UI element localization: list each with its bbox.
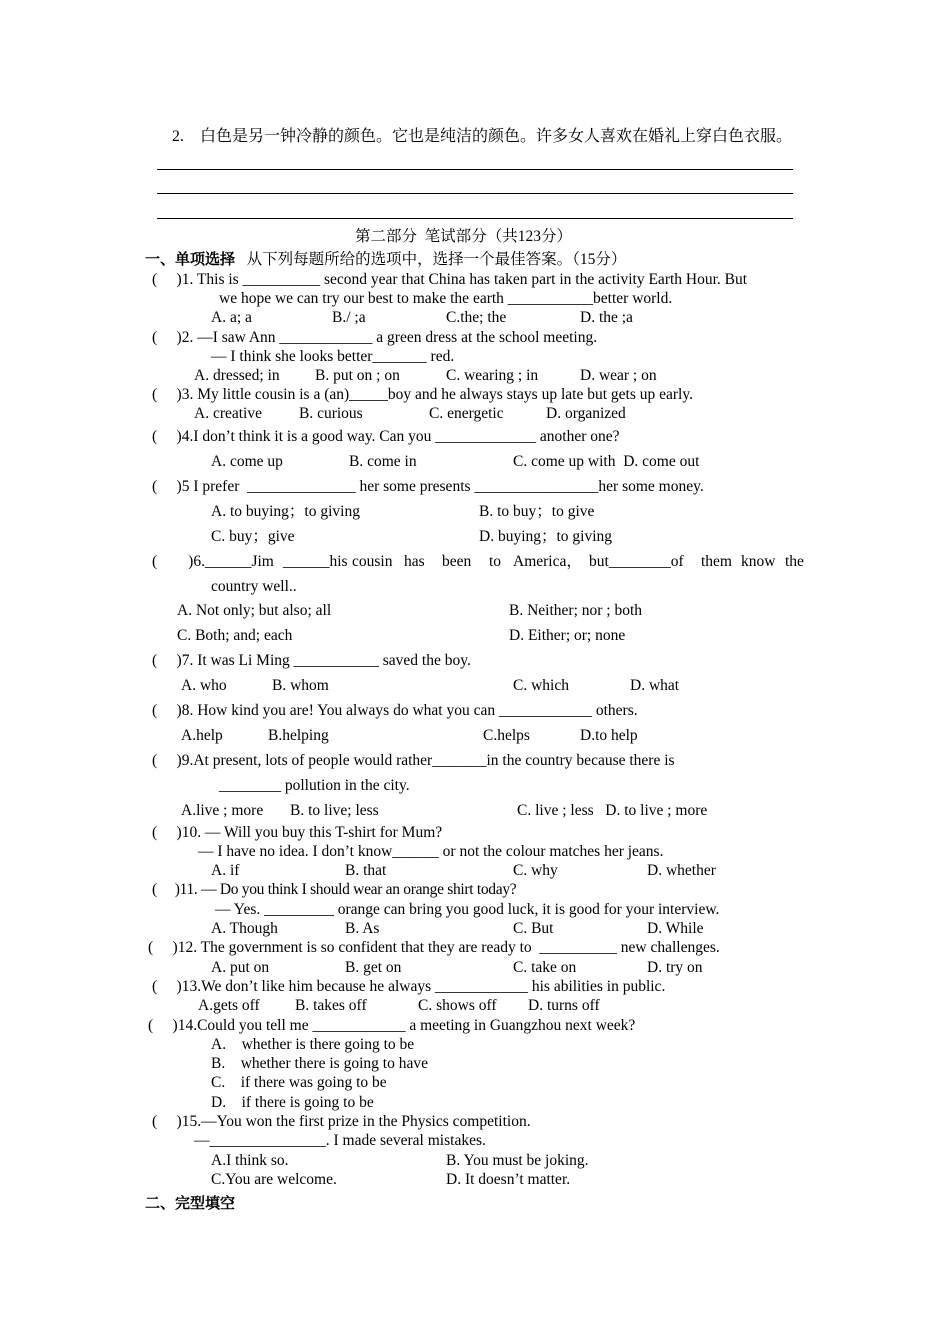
section-heading	[145, 250, 626, 269]
question-10-option-c: C. why	[513, 862, 558, 879]
question-5-option-d: D. buying；to giving	[479, 528, 613, 545]
part-title: 第二部分 笔试部分（共123分）	[355, 228, 573, 245]
question-6-word: but________of	[589, 553, 684, 570]
question-7-option-c: C. which	[513, 677, 569, 694]
question-8-option-c: C.helps	[483, 727, 530, 744]
question-15-stem-cont: —_______________. I made several mistakes.	[194, 1132, 486, 1149]
question-2-stem-cont: — I think she looks better_______ red.	[211, 348, 455, 365]
question-8-option-a: A.help	[181, 727, 223, 744]
translation-item-2: 2. 白色是另一钟冷静的颜色。它也是纯洁的颜色。许多女人喜欢在婚礼上穿白色衣服。	[172, 128, 793, 145]
question-7-option-a: A. who	[181, 677, 227, 694]
question-14-option-a: A. whether is there going to be	[211, 1036, 415, 1053]
question-5-option-b: B. to buy；to give	[479, 503, 595, 520]
question-4-option-a: A. come up	[211, 453, 283, 470]
question-4-stem: ( )4.I don’t think it is a good way. Can you _____________ another one?	[152, 428, 620, 445]
question-10-option-b: B. that	[345, 862, 387, 879]
answer-line	[157, 169, 793, 170]
question-9-option-a: A.live ; more	[181, 802, 264, 819]
question-10-stem-cont: — I have no idea. I don’t know______ or not the colour matches her jeans.	[198, 843, 664, 860]
question-2-option-a: A. dressed; in	[194, 367, 280, 384]
question-3-option-b: B. curious	[299, 405, 363, 422]
question-11-stem-cont: — Yes. _________ orange can bring you good luck, it is good for your interview.	[215, 901, 720, 918]
question-9-option-b: B. to live; less	[290, 802, 379, 819]
question-11-option-c: C. But	[513, 920, 554, 937]
question-3-option-a: A. creative	[194, 405, 262, 422]
question-5-option-c: C. buy；give	[211, 528, 295, 545]
question-2-option-c: C. wearing ; in	[446, 367, 539, 384]
question-6-option-c: C. Both; and; each	[177, 627, 293, 644]
question-15-stem: ( )15.—You won the first prize in the Physics competition.	[152, 1113, 531, 1130]
question-14-option-b: B. whether there is going to have	[211, 1055, 428, 1072]
question-5-stem: ( )5 I prefer ______________ her some presents ________________her some money.	[152, 478, 704, 495]
question-8-option-b: B.helping	[268, 727, 329, 744]
question-6-option-d: D. Either; or; none	[509, 627, 626, 644]
question-6-word: cousin	[352, 553, 393, 570]
question-12-option-c: C. take on	[513, 959, 577, 976]
question-4-option-b: B. come in	[349, 453, 417, 470]
question-12-option-d: D. try on	[647, 959, 703, 976]
question-9-stem-cont: ________ pollution in the city.	[219, 777, 410, 794]
question-15-option-a: A.I think so.	[211, 1152, 289, 1169]
question-15-option-d: D. It doesn’t matter.	[446, 1171, 571, 1188]
question-6-word: ______his	[283, 553, 348, 570]
question-12-option-a: A. put on	[211, 959, 270, 976]
question-14-stem: ( )14.Could you tell me ____________ a meeting in Guangzhou next week?	[148, 1017, 636, 1034]
question-13-option-c: C. shows off	[418, 997, 497, 1014]
answer-line	[157, 193, 793, 194]
question-3-option-c: C. energetic	[429, 405, 504, 422]
question-7-stem: ( )7. It was Li Ming ___________ saved the boy.	[152, 652, 471, 669]
question-10-option-d: D. whether	[647, 862, 716, 879]
question-6-word: the	[785, 553, 804, 570]
question-12-stem: ( )12. The government is so confident that they are ready to __________ new challenges.	[148, 939, 720, 956]
question-2-option-d: D. wear ; on	[580, 367, 657, 384]
answer-line	[157, 218, 793, 219]
question-10-stem: ( )10. — Will you buy this T-shirt for Mum?	[152, 824, 443, 841]
question-6-word: to	[489, 553, 502, 570]
section-instruction: 从下列每题所给的选项中，选择一个最佳答案。（15分）	[235, 251, 627, 268]
question-1-option-b: B./ ;a	[332, 309, 366, 326]
question-6-number: ( )6.______Jim	[152, 553, 274, 570]
question-6-word: know	[741, 553, 776, 570]
question-11-option-d: D. While	[647, 920, 704, 937]
question-14-option-c: C. if there was going to be	[211, 1074, 387, 1091]
question-2-option-b: B. put on ; on	[315, 367, 400, 384]
question-13-option-a: A.gets off	[198, 997, 260, 1014]
question-2-stem: ( )2. —I saw Ann ____________ a green dress at the school meeting.	[152, 329, 598, 346]
question-11-stem: ( )11. — Do you think I should wear an orange shirt today?	[152, 881, 517, 898]
section-title: 一、单项选择	[145, 250, 236, 268]
question-8-stem: ( )8. How kind you are! You always do what you can ____________ others.	[152, 702, 638, 719]
question-1-stem: ( )1. This is __________ second year that China has taken part in the activity Earth Hour. But	[152, 271, 748, 288]
question-15-option-c: C.You are welcome.	[211, 1171, 337, 1188]
question-13-option-b: B. takes off	[295, 997, 367, 1014]
question-9-stem: ( )9.At present, lots of people would rather_______in the country because there is	[152, 752, 675, 769]
question-6-word: them	[701, 553, 732, 570]
question-1-option-d: D. the ;a	[580, 309, 633, 326]
question-3-option-d: D. organized	[546, 405, 626, 422]
question-1-option-a: A. a; a	[211, 309, 252, 326]
question-13-option-d: D. turns off	[528, 997, 600, 1014]
question-11-option-a: A. Though	[211, 920, 278, 937]
question-15-option-b: B. You must be joking.	[446, 1152, 589, 1169]
question-7-option-d: D. what	[630, 677, 680, 694]
question-1-option-c: C.the; the	[446, 309, 507, 326]
question-12-option-b: B. get on	[345, 959, 402, 976]
question-5-option-a: A. to buying；to giving	[211, 503, 360, 520]
section-2-title: 二、完型填空	[145, 1194, 236, 1212]
question-9-option-cd: C. live ; less D. to live ; more	[517, 802, 708, 819]
question-4-option-cd: C. come up with D. come out	[513, 453, 700, 470]
question-6-word: has	[404, 553, 425, 570]
question-13-stem: ( )13.We don’t like him because he always ____________ his abilities in public.	[152, 978, 666, 995]
question-6-word: been	[442, 553, 472, 570]
question-6-word: America，	[513, 553, 582, 570]
question-6-option-a: A. Not only; but also; all	[177, 602, 332, 619]
question-8-option-d: D.to help	[580, 727, 638, 744]
question-1-stem-cont: we hope we can try our best to make the earth ___________better world.	[219, 290, 673, 307]
question-14-option-d: D. if there is going to be	[211, 1094, 374, 1111]
question-10-option-a: A. if	[211, 862, 240, 879]
question-6-option-b: B. Neither; nor ; both	[509, 602, 643, 619]
question-11-option-b: B. As	[345, 920, 380, 937]
question-7-option-b: B. whom	[272, 677, 329, 694]
question-6-stem-cont: country well..	[211, 578, 297, 595]
question-3-stem: ( )3. My little cousin is a (an)_____boy and he always stays up late but gets up early.	[152, 386, 693, 403]
